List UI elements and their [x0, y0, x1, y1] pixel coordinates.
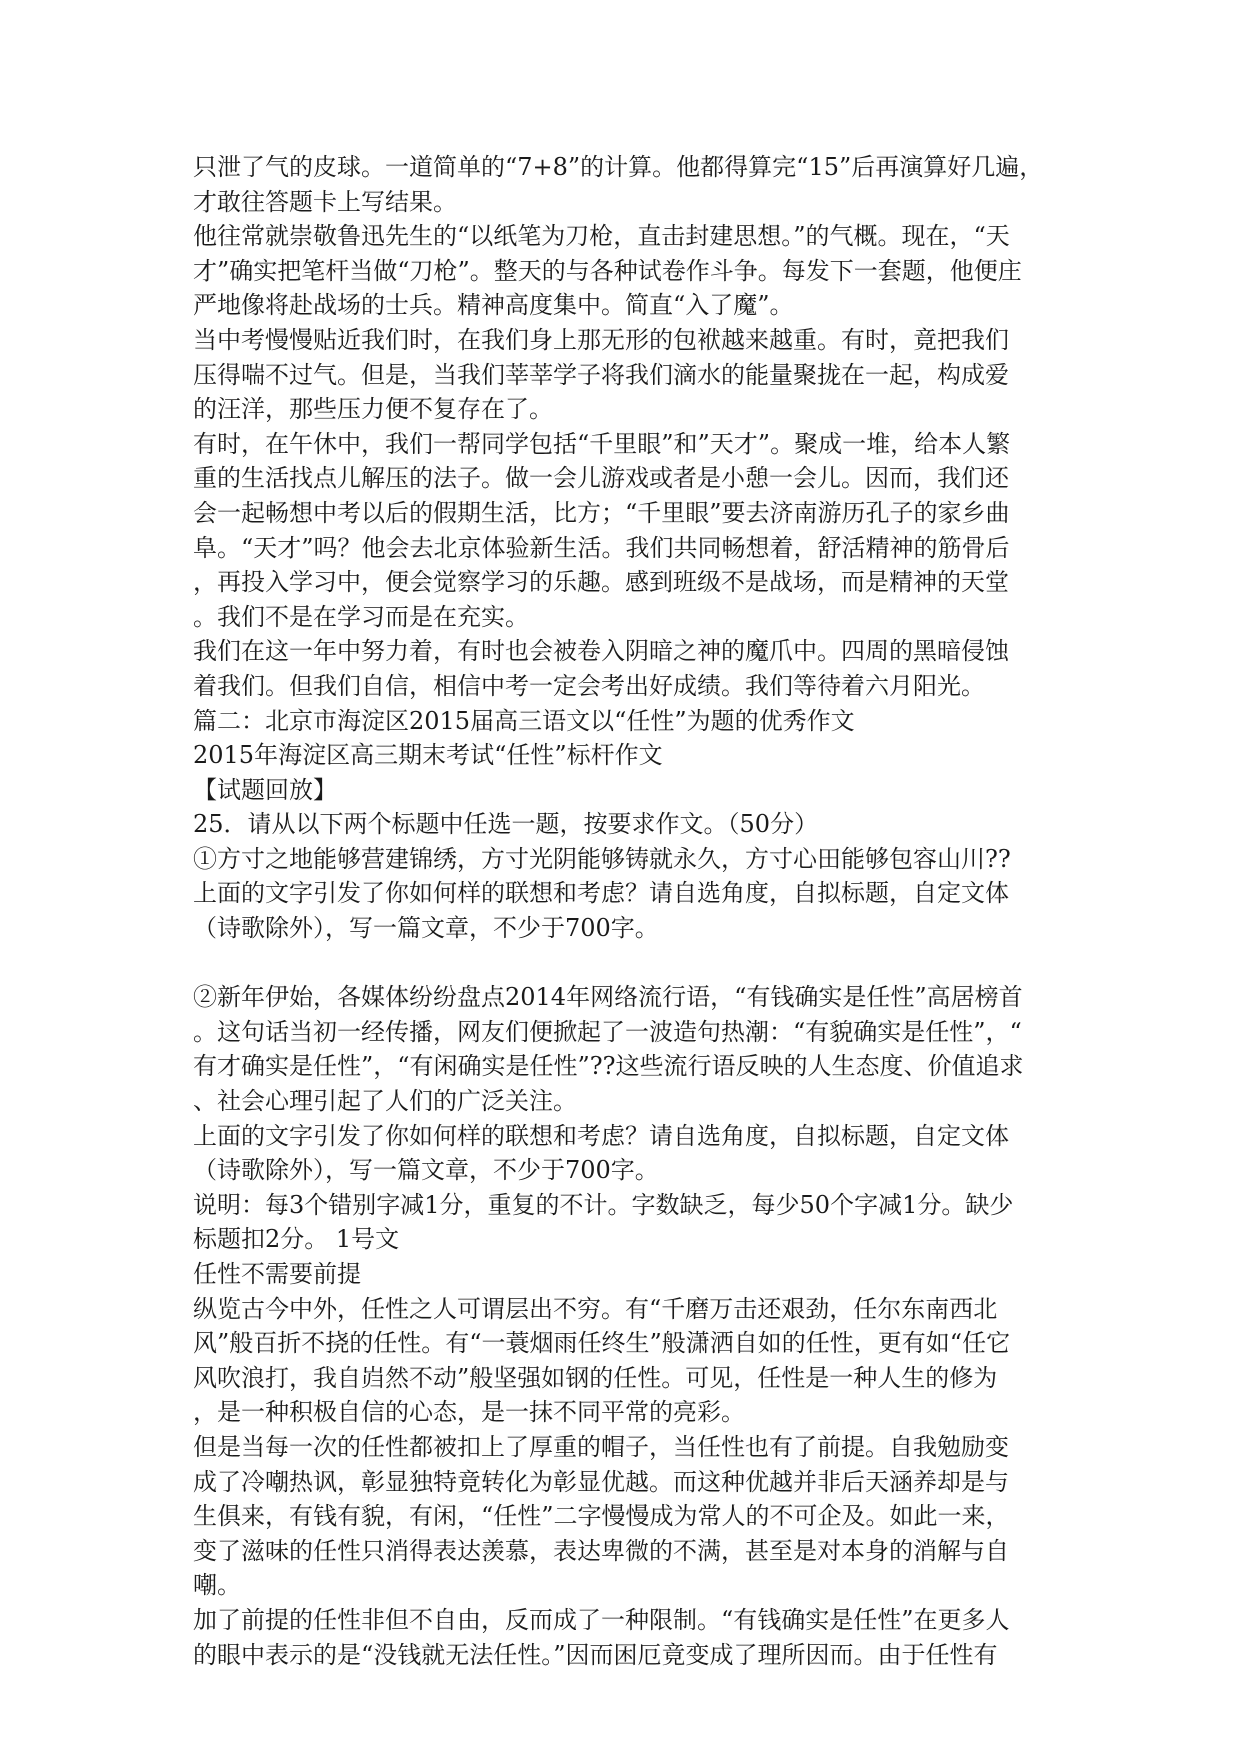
text-line: 只泄了气的皮球。一道简单的“7+8”的计算。他都得算完“15”后再演算好几遍，	[193, 153, 1044, 181]
text-line: 风吹浪打，我自岿然不动”般坚强如钢的任性。可见，任性是一种人生的修为	[193, 1363, 998, 1392]
text-line: 25．请从以下两个标题中任选一题，按要求作文。（50分）	[193, 810, 819, 839]
text-line: 纵览古今中外，任性之人可谓层出不穷。有“千磨万击还艰劲，任尔东南西北	[193, 1294, 998, 1323]
text-line: （诗歌除外），写一篇文章，不少于700字。	[193, 1156, 659, 1185]
text-line: 重的生活找点儿解压的法子。做一会儿游戏或者是小憩一会儿。因而，我们还	[193, 464, 1009, 493]
text-line: 生俱来，有钱有貌，有闲，“任性”二字慢慢成为常人的不可企及。如此一来，	[193, 1502, 1010, 1531]
text-line: （诗歌除外），写一篇文章，不少于700字。	[193, 914, 659, 943]
text-line: 。我们不是在学习而是在充实。	[193, 602, 529, 631]
text-line: 他往常就崇敬鲁迅先生的“以纸笔为刀枪，直击封建思想。”的气概。现在，“天	[193, 222, 1010, 251]
text-line: 加了前提的任性非但不自由，反而成了一种限制。“有钱确实是任性”在更多人	[193, 1605, 1010, 1634]
text-line: 2015年海淀区高三期末考试“任性”标杆作文	[193, 741, 663, 770]
text-line: 任性不需要前提	[193, 1260, 361, 1288]
text-line: 风”般百折不挠的任性。有“一蓑烟雨任终生”般潇洒自如的任性，更有如“任它	[193, 1329, 1011, 1358]
text-line: 会一起畅想中考以后的假期生活，比方；“千里眼”要去济南游历孔子的家乡曲	[193, 498, 1010, 527]
text-line: 阜。“天才”吗？他会去北京体验新生活。我们共同畅想着，舒活精神的筋骨后	[193, 533, 1010, 562]
text-line: 【试题回放】	[193, 775, 337, 804]
text-line: 我们在这一年中努力着，有时也会被卷入阴暗之神的魔爪中。四周的黑暗侵蚀	[193, 637, 1009, 666]
document-body	[193, 150, 1063, 1672]
text-line: 上面的文字引发了你如何样的联想和考虑？请自选角度，自拟标题，自定文体	[193, 1121, 1009, 1150]
text-line: 有才确实是任性”，“有闲确实是任性”??这些流行语反映的人生态度、价值追求	[193, 1052, 1024, 1081]
text-line: 但是当每一次的任性都被扣上了厚重的帽子，当任性也有了前提。自我勉励变	[193, 1432, 1009, 1461]
text-line: ①方寸之地能够营建锦绣，方寸光阴能够铸就永久，方寸心田能够包容山川??	[193, 844, 1011, 873]
text-line: ，再投入学习中，便会觉察学习的乐趣。感到班级不是战场，而是精神的天堂	[193, 568, 1009, 597]
text-line: 说明：每3个错别字减1分，重复的不计。字数缺乏，每少50个字减1分。缺少	[193, 1190, 1014, 1219]
text-line: 有时，在午休中，我们一帮同学包括“千里眼”和”天才”。聚成一堆，给本人繁	[193, 429, 1011, 458]
blank-line	[193, 946, 1063, 981]
text-line: ②新年伊始，各媒体纷纷盘点2014年网络流行语，“有钱确实是任性”高居榜首	[193, 983, 1023, 1012]
text-line: 的汪洋，那些压力便不复存在了。	[193, 395, 553, 424]
text-line: ，是一种积极自信的心态，是一抹不同平常的亮彩。	[193, 1398, 745, 1427]
text-line: 篇二：北京市海淀区2015届高三语文以“任性”为题的优秀作文	[193, 706, 855, 735]
text-line: 嘲。	[193, 1571, 241, 1600]
text-line: 成了冷嘲热讽，彰显独特竟转化为彰显优越。而这种优越并非后天涵养却是与	[193, 1467, 1009, 1496]
text-line: 严地像将赴战场的士兵。精神高度集中。简直“入了魔”。	[193, 291, 794, 320]
text-line: 才敢往答题卡上写结果。	[193, 187, 457, 216]
text-line: 变了滋味的任性只消得表达羡慕，表达卑微的不满，甚至是对本身的消解与自	[193, 1536, 1009, 1565]
text-line: 才”确实把笔杆当做“刀枪”。整天的与各种试卷作斗争。每发下一套题，他便庄	[193, 256, 1022, 285]
text-line: 当中考慢慢贴近我们时，在我们身上那无形的包袱越来越重。有时，竟把我们	[193, 325, 1009, 354]
text-line: 的眼中表示的是“没钱就无法任性。”因而困厄竟变成了理所因而。由于任性有	[193, 1640, 998, 1669]
text-line: 着我们。但我们自信，相信中考一定会考出好成绩。我们等待着六月阳光。	[193, 671, 985, 700]
text-line: 标题扣2分。 1号文	[193, 1225, 400, 1254]
text-line: 压得喘不过气。但是，当我们莘莘学子将我们滴水的能量聚拢在一起，构成爱	[193, 360, 1009, 389]
text-line: 、社会心理引起了人们的广泛关注。	[193, 1087, 577, 1116]
text-line: 。这句话当初一经传播，网友们便掀起了一波造句热潮：“有貌确实是任性”，“	[193, 1017, 1022, 1046]
text-line: 上面的文字引发了你如何样的联想和考虑？请自选角度，自拟标题，自定文体	[193, 879, 1009, 908]
